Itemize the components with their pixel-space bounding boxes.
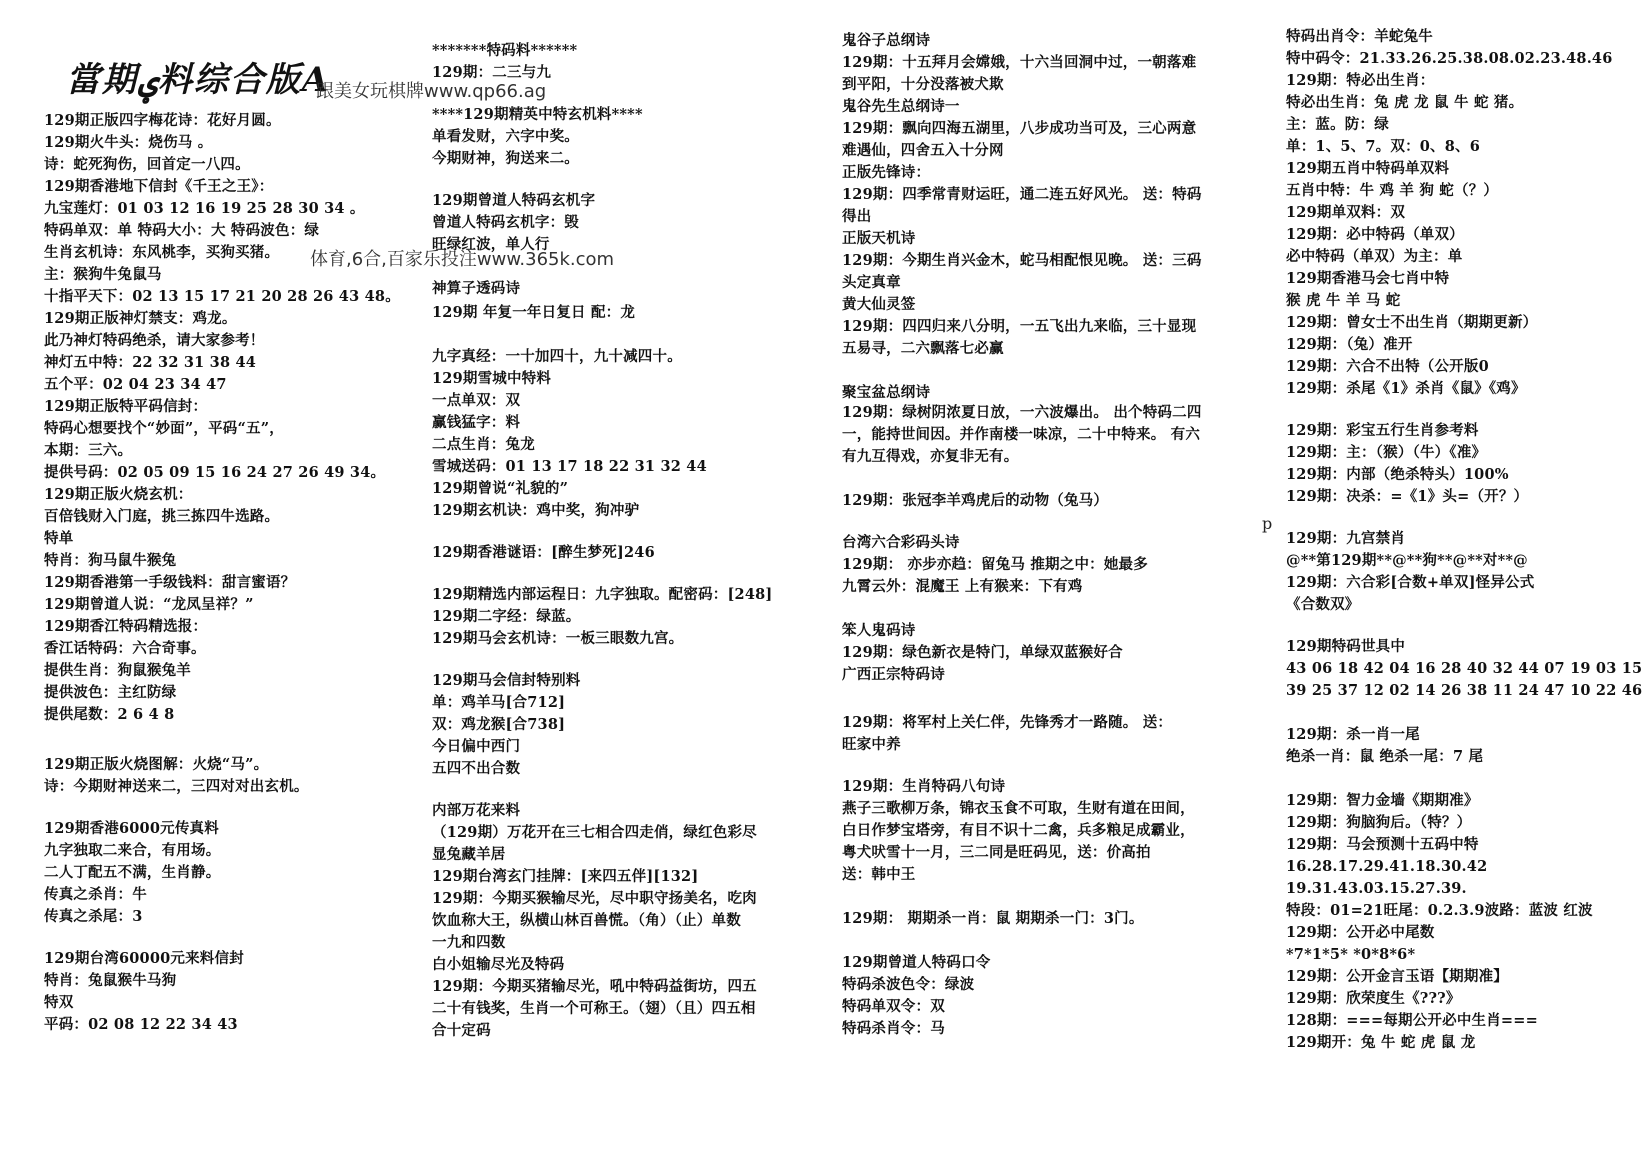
col2-line: 129期曾道人特码玄机字 (432, 192, 596, 209)
col2-line: 显兔藏羊居 (432, 846, 506, 863)
col4-line: 猴 虎 牛 羊 马 蛇 (1286, 292, 1401, 309)
col3-line: 鬼谷先生总纲诗一 (842, 98, 960, 115)
col2-line: 旺绿红波，单人行 (432, 236, 550, 253)
col2-line: 曾道人特码玄机字：毁 (432, 214, 579, 231)
col1-line: 特肖：狗马鼠牛猴兔 (44, 552, 177, 569)
col3-line: 129期：绿树阴浓夏日放，一六波爆出。 出个特码二四 (842, 404, 1202, 421)
col4-line: 129期：狗脑狗后。（特？） (1286, 814, 1472, 831)
col1-line: 提供尾数：2 6 4 8 (44, 706, 175, 723)
col3-line: 台湾六合彩码头诗 (842, 534, 960, 551)
col1-line: 九宝莲灯：01 03 12 16 19 25 28 30 34 。 (44, 200, 365, 217)
col2-line: 五四不出合数 (432, 760, 521, 777)
col3-line: 特码杀波色令：绿波 (842, 976, 975, 993)
col1-line: 提供号码：02 05 09 15 16 24 27 26 49 34。 (44, 464, 386, 481)
col2-line: 129期台湾玄门挂牌：[来四五伴][132] (432, 868, 699, 885)
col4-line: 129期：彩宝五行生肖参考料 (1286, 422, 1479, 439)
col4-line: 129期五肖中特码单双料 (1286, 160, 1450, 177)
col1-line: 特码心想要找个“妙面”，平码“五”， (44, 420, 284, 437)
col2-line: （129期）万花开在三七相合四走俏，绿红色彩尽 (432, 824, 757, 841)
col2-line: 129期香港谜语：[醉生梦死]246 (432, 544, 655, 561)
col3-line: 九霄云外：混魔王 上有猴来：下有鸡 (842, 578, 1083, 595)
col4-line: 39 25 37 12 02 14 26 38 11 24 47 10 22 46 (1286, 682, 1643, 699)
col1-line: 129期正版火烧图解：火烧“马”。 (44, 756, 269, 773)
col4-line: 129期香港马会七肖中特 (1286, 270, 1450, 287)
col4-line: 129期：六合不出特（公开版0 (1286, 358, 1489, 375)
col1-line: 129期香港第一手级钱料：甜言蜜语？ (44, 574, 296, 591)
col1-line: 香江话特码：六合奇事。 (44, 640, 206, 657)
col3-line: 有九互得戏，亦复非无有。 (842, 448, 1019, 465)
col4-line: 128期：===每期公开必中生肖=== (1286, 1012, 1538, 1029)
col4-line: 必中特码（单双）为主：单 (1286, 248, 1463, 265)
col2-line: 129期玄机诀：鸡中奖，狗冲驴 (432, 502, 640, 519)
col3-line: 129期： 期期杀一肖：鼠 期期杀一门：3门。 (842, 910, 1144, 927)
col4-line: 绝杀一肖：鼠 绝杀一尾：7 尾 (1286, 748, 1484, 765)
col2-line: 双：鸡龙猴[合738] (432, 716, 566, 733)
col2-line: 129期二字经：绿蓝。 (432, 608, 581, 625)
col2-line: 内部万花来料 (432, 802, 521, 819)
col3-line: 送：韩中王 (842, 866, 916, 883)
col2-line: *******特码料****** (432, 42, 578, 59)
col1-line: 生肖玄机诗：东风桃李，买狗买猪。 (44, 244, 280, 261)
watermark-365k: 体育,6合,百家乐投注www.365k.com (310, 249, 615, 270)
col4-line: 129期：特必出生肖： (1286, 72, 1435, 89)
col1-line: 五个平：02 04 23 34 47 (44, 376, 227, 393)
col4-line: 129期特码世具中 (1286, 638, 1406, 655)
col1-line: 129期台湾60000元来料信封 (44, 950, 244, 967)
col4-line: @**第129期**@**狗**@**对**@ (1286, 552, 1528, 569)
col1-line: 129期香江特码精选报： (44, 618, 208, 635)
page-title: 當期ؠ料综合版A (66, 60, 331, 100)
col1-line: 诗：蛇死狗伤，回首定一八四。 (44, 156, 250, 173)
col2-line: 白小姐输尽光及特码 (432, 956, 565, 973)
col2-line: 二十有钱奖，生肖一个可称王。（翅）（且）四五相 (432, 1000, 756, 1017)
col3-line: 129期：四季常青财运旺，通二连五好风光。 送：特码 (842, 186, 1202, 203)
col3-line: 一，能持世间因。并作南楼一味凉，二十中特来。 有六 (842, 426, 1201, 443)
col3-line: 129期：将军村上关仁伴，先锋秀才一路随。 送： (842, 714, 1173, 731)
col4-line: 《合数双》 (1286, 596, 1360, 613)
col3-line: 129期：张冠李羊鸡虎后的动物（兔马） (842, 492, 1109, 509)
col3-line: 129期：绿色新衣是特门，单绿双蓝猴好合 (842, 644, 1123, 661)
col4-line: 129期：杀一肖一尾 (1286, 726, 1420, 743)
col1-line: 129期正版四字梅花诗：花好月圆。 (44, 112, 281, 129)
col1-line: 特码单双：单 特码大小：大 特码波色：绿 (44, 222, 320, 239)
col3-line: 黄大仙灵签 (842, 296, 916, 313)
col4-line: *7*1*5* *0*8*6* (1286, 946, 1416, 963)
col3-line: 特码杀肖令：马 (842, 1020, 945, 1037)
col2-line: 神算子透码诗 (432, 280, 521, 297)
col3-line: 笨人鬼码诗 (842, 622, 916, 639)
col4-line: 129期：必中特码（单双） (1286, 226, 1464, 243)
col3-line: 129期： 亦步亦趋：留兔马 推期之中：她最多 (842, 556, 1148, 573)
col1-line: 此乃神灯特码绝杀，请大家参考！ (44, 332, 265, 349)
col2-line: 合十定码 (432, 1022, 491, 1039)
col1-line: 平码：02 08 12 22 34 43 (44, 1016, 238, 1033)
col1-line: 129期香港6000元传真料 (44, 820, 219, 837)
col4-line: 129期：九宫禁肖 (1286, 530, 1406, 547)
col1-line: 十指平天下：02 13 15 17 21 20 28 26 43 48。 (44, 288, 400, 305)
col3-line: 旺家中养 (842, 736, 901, 753)
col2-line: 一九和四数 (432, 934, 506, 951)
col2-line: ****129期精英中特玄机料**** (432, 106, 643, 123)
col4-line: 129期：内部（绝杀特头）100% (1286, 466, 1509, 483)
col2-line: 今期财神，狗送来二。 (432, 150, 579, 167)
col4-line: 129期：欣荣度生《???》 (1286, 990, 1461, 1007)
col1-line: 129期香港地下信封《千王之王》： (44, 178, 274, 195)
col3-line: 聚宝盆总纲诗 (842, 384, 931, 401)
col1-line: 129期正版神灯禁支：鸡龙。 (44, 310, 237, 327)
col4-line: 特段：01=21旺尾：0.2.3.9波路：蓝波 红波 (1286, 902, 1593, 919)
col1-line: 特肖：兔鼠猴牛马狗 (44, 972, 177, 989)
col2-line: 一点单双：双 (432, 392, 521, 409)
col4-line: 特中码令：21.33.26.25.38.08.02.23.48.46 (1286, 50, 1613, 67)
col4-line: 129期：（兔）准开 (1286, 336, 1413, 353)
col3-line: 正版先锋诗： (842, 164, 931, 181)
col4-line: 单：1、5、7。双：0、8、6 (1286, 138, 1481, 155)
col3-line: 广西正宗特码诗 (842, 666, 945, 683)
col2-line: 二点生肖：兔龙 (432, 436, 535, 453)
col1-line: 神灯五中特：22 32 31 38 44 (44, 354, 257, 371)
col2-line: 129期马会玄机诗：一板三眼数九宫。 (432, 630, 684, 647)
col4-line: 129期：智力金墙《期期准》 (1286, 792, 1479, 809)
col1-line: 百倍钱财入门庭，挑三拣四牛选路。 (44, 508, 280, 525)
col3-line: 129期：生肖特码八句诗 (842, 778, 1006, 795)
col4-line: 129期单双料：双 (1286, 204, 1406, 221)
col3-line: 正版天机诗 (842, 230, 916, 247)
col2-line: 今日偏中西门 (432, 738, 521, 755)
col1-line: 本期：三六。 (44, 442, 133, 459)
col3-line: 特码单双令：双 (842, 998, 945, 1015)
col3-line: 头定真章 (842, 274, 901, 291)
col1-line: 传真之杀肖：牛 (44, 886, 147, 903)
col1-line: 诗：今期财神送来二，三四对对出玄机。 (44, 778, 309, 795)
col3-line: 129期：四四归来八分明，一五飞出九来临，三十显现 (842, 318, 1197, 335)
col2-line: 129期马会信封特别料 (432, 672, 581, 689)
col1-line: 传真之杀尾：3 (44, 908, 143, 925)
col3-line: 白日作梦宝塔旁，有目不识十二禽，兵多粮足成霸业， (842, 822, 1195, 839)
col2-line: 单：鸡羊马[合712] (432, 694, 566, 711)
col4-line: 129期：马会预测十五码中特 (1286, 836, 1479, 853)
col2-line: 129期 年复一年日复日 配：龙 (432, 304, 636, 321)
col2-line: 129期：今期买猴输尽光，尽中职守扬美名，吃肉 (432, 890, 757, 907)
col4-line: 129期开：兔 牛 蛇 虎 鼠 龙 (1286, 1034, 1476, 1051)
col2-line: 129期曾说“礼貌的” (432, 480, 569, 497)
col3-line: 难遇仙，四舍五入十分网 (842, 142, 1004, 159)
col4-line: 129期：六合彩[合数+单双]怪异公式 (1286, 574, 1535, 591)
col4-line: 主：蓝。防：绿 (1286, 116, 1389, 133)
col3-line: 129期：十五拜月会嫦娥，十六当回洞中过，一朝落难 (842, 54, 1197, 71)
col2-line: 赢钱猛字：料 (432, 414, 521, 431)
col3-line: 129期：今期生肖兴金木，蛇马相配恨见晚。 送：三码 (842, 252, 1202, 269)
col4-line: 16.28.17.29.41.18.30.42 (1286, 858, 1488, 875)
stray-mark-p: p (1262, 514, 1273, 533)
col4-line: 19.31.43.03.15.27.39. (1286, 880, 1467, 897)
col1-line: 主：猴狗牛兔鼠马 (44, 266, 162, 283)
col2-line: 129期：今期买猪输尽光，吼中特码益街坊，四五 (432, 978, 757, 995)
col4-line: 129期：主：（猴）（牛）《准》 (1286, 444, 1487, 461)
col1-line: 129期正版火烧玄机： (44, 486, 193, 503)
col1-line: 129期正版特平码信封： (44, 398, 208, 415)
col4-line: 129期：杀尾《1》杀肖《鼠》《鸡》 (1286, 380, 1526, 397)
watermark-qp66: 跟美女玩棋牌www.qp66.ag (316, 81, 547, 102)
col4-line: 43 06 18 42 04 16 28 40 32 44 07 19 03 15 (1286, 660, 1643, 677)
col4-line: 129期：公开金言玉语【期期准】 (1286, 968, 1508, 985)
col4-line: 特码出肖令：羊蛇兔牛 (1286, 28, 1433, 45)
col1-line: 九字独取二来合，有用场。 (44, 842, 221, 859)
col2-line: 饮血称大王，纵横山林百兽慌。（角）（止）单数 (432, 912, 741, 929)
col4-line: 129期：公开必中尾数 (1286, 924, 1435, 941)
col3-line: 鬼谷子总纲诗 (842, 32, 931, 49)
col3-line: 129期曾道人特码口令 (842, 954, 991, 971)
col1-line: 129期火牛头：烧伤马 。 (44, 134, 213, 151)
col2-line: 雪城送码：01 13 17 18 22 31 32 44 (432, 458, 707, 475)
col4-line: 特必出生肖：兔 虎 龙 鼠 牛 蛇 猪。 (1286, 94, 1524, 111)
col3-line: 129期：飘向四海五湖里，八步成功当可及，三心两意 (842, 120, 1197, 137)
col2-line: 九字真经：一十加四十，九十减四十。 (432, 348, 682, 365)
col1-line: 129期曾道人说：“龙凤呈祥？” (44, 596, 254, 613)
col3-line: 五易寻，二六飘落七必赢 (842, 340, 1004, 357)
col4-line: 五肖中特：牛 鸡 羊 狗 蛇（？） (1286, 182, 1499, 199)
col1-line: 提供生肖：狗鼠猴兔羊 (44, 662, 191, 679)
col4-line: 129期：决杀：=《1》头=（开？） (1286, 488, 1529, 505)
col3-line: 燕子三歌柳万条，锦衣玉食不可取，生财有道在田间， (842, 800, 1195, 817)
col2-line: 129期：二三与九 (432, 64, 552, 81)
col2-line: 单看发财，六字中奖。 (432, 128, 579, 145)
col1-line: 特双 (44, 994, 74, 1011)
col1-line: 提供波色：主红防绿 (44, 684, 177, 701)
col2-line: 129期雪城中特料 (432, 370, 552, 387)
col1-line: 二人丁配五不满，生肖静。 (44, 864, 221, 881)
col3-line: 粤犬吠雪十一月，三二同是旺码见，送：价高拍 (842, 844, 1151, 861)
col3-line: 得出 (842, 208, 872, 225)
col2-line: 129期精选内部运程日：九字独取。配密码：[248] (432, 586, 773, 603)
col3-line: 到平阳，十分没落被犬欺 (842, 76, 1004, 93)
col4-line: 129期：曾女士不出生肖（期期更新） (1286, 314, 1538, 331)
col1-line: 特单 (44, 530, 74, 547)
